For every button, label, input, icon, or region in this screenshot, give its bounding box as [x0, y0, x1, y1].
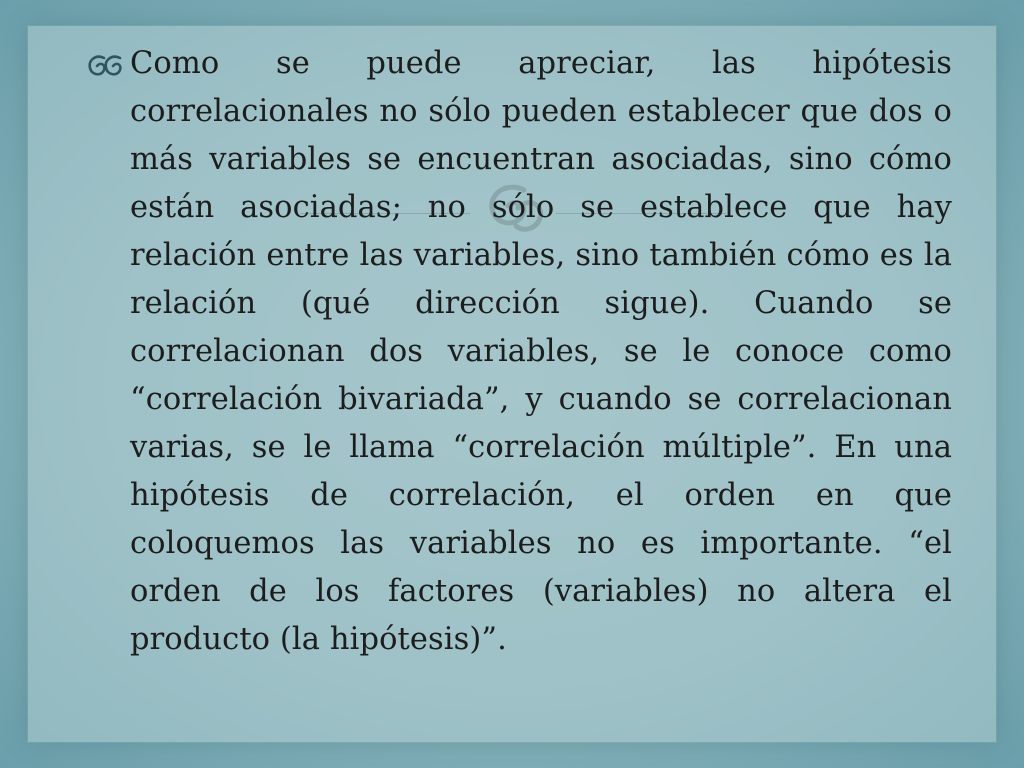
double-curl-bullet-icon: [86, 52, 128, 80]
body-paragraph: Como se puede apreciar, las hipótesis correlacionales no sólo pueden establecer que dos o más variables se encuentran asociadas, sino cómo están asociadas; no sólo se establece que hay relación entre las variables, sino también cómo es la relación (qué dirección sigue). Cuando se correlacionan dos variables, se le conoce como “correlación bivariada”, y cuando se correlacionan varias, se le llama “correlación múltiple”. En una hipótesis de correlación, el orden en que coloquemos las variables no es importante. “el orden de los factores (variables) no altera el producto (la hipótesis)”.: [130, 46, 952, 657]
